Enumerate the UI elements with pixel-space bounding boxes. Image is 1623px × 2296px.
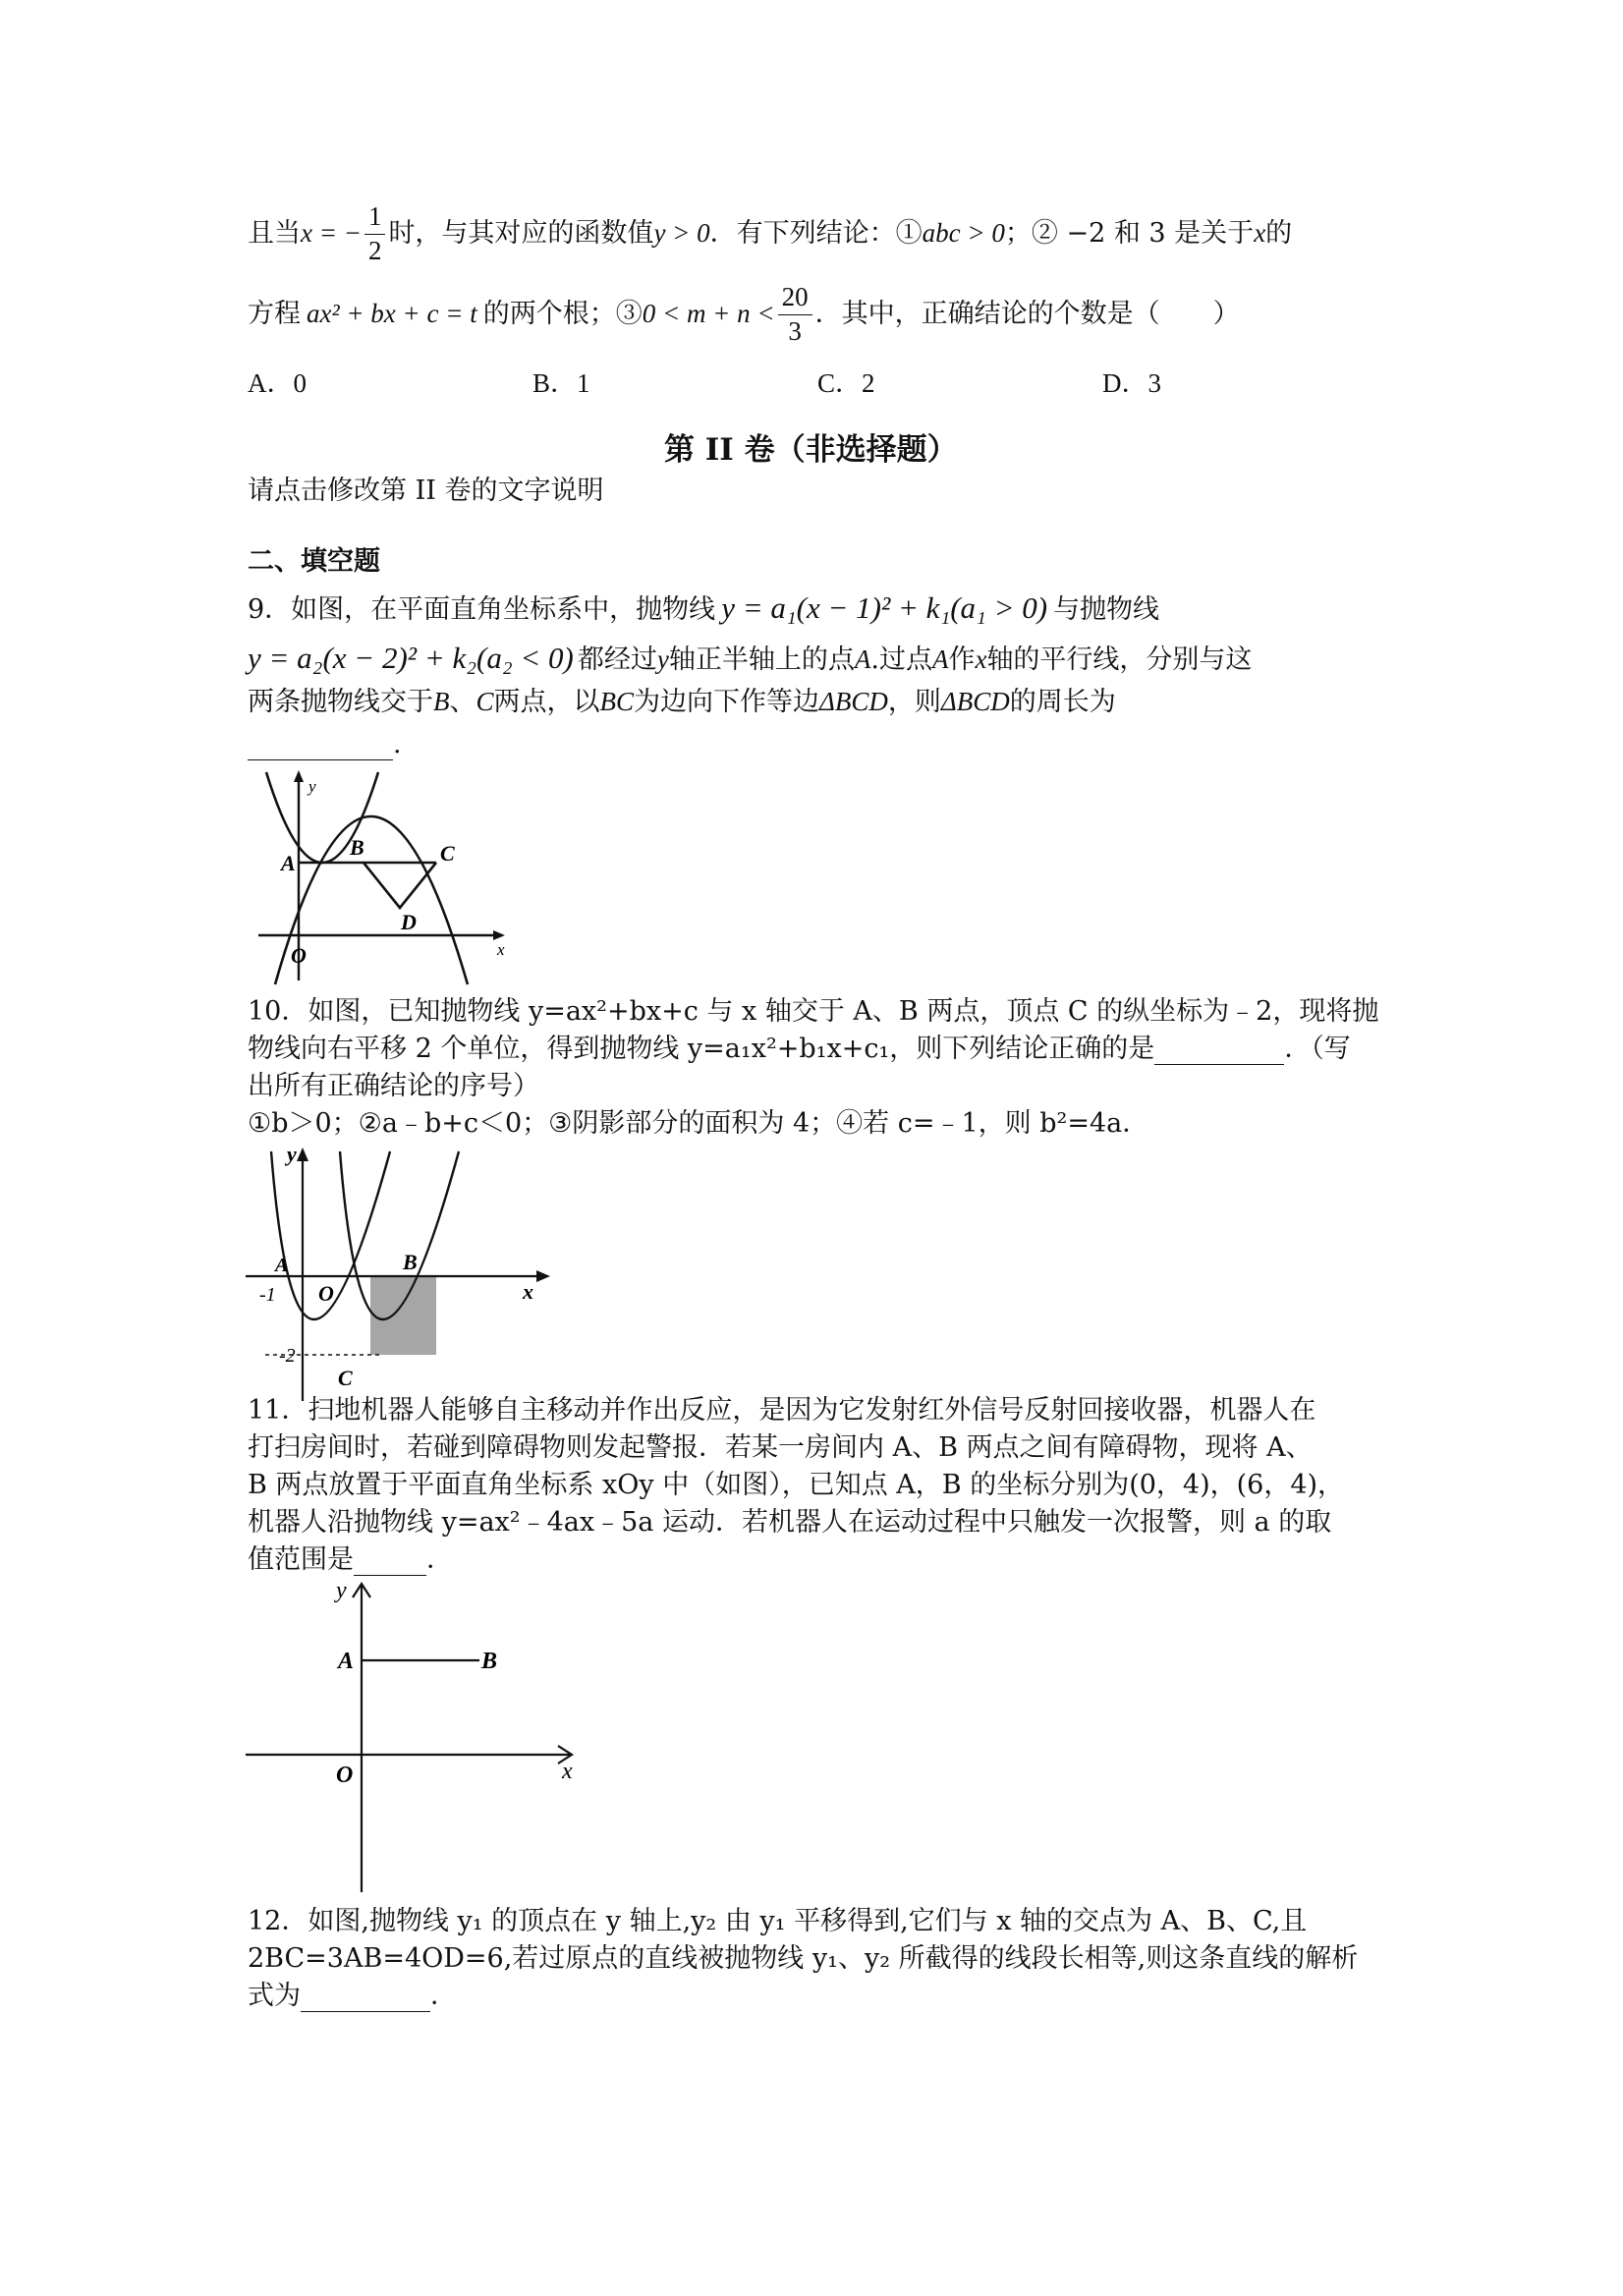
q8-condition-x: x = −: [301, 217, 362, 248]
q12-line-2: 2BC=3AB=4OD=6,若过原点的直线被抛物线 y₁、y₂ 所截得的线段长相等,则这条直线的解析: [248, 1943, 1359, 1974]
label-origin: O: [318, 1281, 334, 1306]
q8-option-a: A．0: [248, 368, 307, 398]
q11-line-5: [248, 1544, 453, 1576]
fraction-numerator: 20: [778, 281, 812, 315]
answer-blank: [248, 734, 393, 760]
tick-label-minus-1: -1: [259, 1284, 276, 1306]
y-axis-arrow-icon: [294, 770, 304, 782]
q9-triangle: ΔBCD: [940, 687, 1010, 716]
q8-text: 的两个根；③: [482, 298, 643, 329]
q10-line-3: 出所有正确结论的序号）: [248, 1071, 539, 1101]
q8-conclusion-1: abc > 0: [922, 217, 1005, 248]
q10-text: ．（写: [1284, 1034, 1351, 1064]
fraction-twenty-thirds: [778, 281, 812, 349]
x-axis-label: x: [497, 940, 505, 959]
x-axis-arrow-icon: [536, 1270, 550, 1282]
fill-in-heading: 二、填空题: [248, 546, 380, 577]
answer-blank: [354, 1549, 426, 1576]
q11-figure: [246, 1576, 589, 1896]
q11-line-1: 11．扫地机器人能够自主移动并作出反应，是因为它发射红外信号反射回接收器，机器人在: [248, 1395, 1316, 1426]
q12-line-1: 12．如图,抛物线 y₁ 的顶点在 y 轴上,y₂ 由 y₁ 平移得到,它们与 x 轴的交点为 A、B、C,且: [248, 1906, 1308, 1936]
label-c: C: [338, 1366, 353, 1390]
q9-text: 9．如图，在平面直角坐标系中，抛物线: [248, 594, 716, 625]
q9-text: 两点，以: [493, 687, 600, 717]
q11-text: ．: [426, 1544, 453, 1575]
q8-equation: ax² + bx + c = t: [307, 298, 477, 328]
q8-line-2: [248, 281, 1240, 349]
label-b: B: [403, 1250, 418, 1274]
q9-var: x: [975, 644, 987, 674]
q11-line-4: 机器人沿抛物线 y=ax²﹣4ax﹣5a 运动．若机器人在运动过程中只触发一次报警，则 a 的取: [248, 1507, 1332, 1538]
q8-text: ．其中，正确结论的个数是（ ）: [814, 298, 1240, 329]
label-origin: O: [336, 1763, 354, 1788]
q9-text: 、: [449, 687, 476, 717]
q9-point: C: [476, 687, 494, 716]
label-origin: O: [291, 943, 307, 968]
q10-figure: [246, 1144, 560, 1401]
q10-line-2: [248, 1034, 1351, 1065]
answer-blank: [301, 1986, 430, 2012]
label-a: A: [275, 1255, 289, 1276]
q8-condition-y: y > 0: [653, 217, 710, 248]
q11-line-2: 打扫房间时，若碰到障碍物则发起警报．若某一房间内 A、B 两点之间有障碍物，现将 A、: [248, 1432, 1313, 1463]
section-title: 第 II 卷（非选择题）: [664, 432, 958, 468]
q9-parabola-2: y = a₂(x − 2)² + k₂(a₂ < 0): [248, 641, 574, 675]
label-c: C: [440, 841, 455, 866]
label-b: B: [481, 1649, 498, 1674]
label-a: A: [281, 851, 296, 875]
q9-var: y: [656, 644, 669, 674]
y-axis-label: y: [308, 777, 316, 796]
q12-text: 式为: [248, 1981, 301, 2011]
label-a: A: [338, 1649, 355, 1674]
fraction-numerator: 1: [364, 200, 386, 235]
q8-option-b: B．1: [532, 368, 590, 398]
q8-option-d: D．3: [1102, 368, 1161, 398]
q9-point: B: [433, 687, 450, 716]
y-axis-label: y: [287, 1144, 297, 1166]
q8-text: ；② −2 和 3 是关于: [1004, 217, 1255, 249]
q8-text: 方程: [248, 298, 301, 329]
q10-line-4: ①b＞0；②a﹣b+c＜0；③阴影部分的面积为 4；④若 c=﹣1，则 b²=4a．: [248, 1108, 1149, 1139]
q10-text: 物线向右平移 2 个单位，得到抛物线 y=a₁x²+b₁x+c₁，则下列结论正确的是: [248, 1034, 1155, 1064]
y-axis-label: y: [336, 1578, 347, 1603]
q8-text: 且当: [248, 217, 301, 249]
q9-text: .过点: [870, 644, 932, 675]
q9-line-3: [248, 686, 1116, 718]
q9-segment: BC: [599, 687, 635, 716]
y-axis-arrow-icon: [297, 1148, 308, 1161]
q9-line-2: [248, 640, 1252, 676]
q9-point: A: [854, 644, 871, 674]
q8-inequality: 0 < m + n <: [642, 298, 775, 328]
fraction-one-half: [364, 200, 386, 268]
q9-text: 的周长为: [1009, 687, 1116, 717]
q9-text: 都经过: [577, 644, 657, 675]
q9-text: 作: [948, 644, 976, 675]
q11-text: 值范围是: [248, 1544, 354, 1575]
q9-text: 轴正半轴上的点: [668, 644, 855, 675]
answer-blank: [1154, 1038, 1284, 1065]
q9-text: 两条抛物线交于: [248, 687, 433, 717]
label-b: B: [350, 835, 364, 860]
q12-text: ．: [430, 1981, 457, 2011]
q9-figure: [253, 766, 521, 987]
q8-line-1: [248, 200, 1292, 268]
q8-option-c: C．2: [817, 368, 875, 398]
q12-line-3: [248, 1981, 457, 2012]
q9-text: 为边向下作等边: [634, 687, 820, 717]
q8-var-x: x: [1254, 217, 1266, 248]
q9-point: A: [931, 644, 949, 674]
tick-label-minus-2: -2: [279, 1345, 296, 1367]
fraction-denominator: 3: [788, 315, 802, 346]
q9-line-4: [248, 729, 402, 760]
q8-text: 时，与其对应的函数值: [388, 217, 654, 249]
q9-triangle: ΔBCD: [819, 687, 888, 716]
q9-text: ，则: [887, 687, 941, 717]
q8-text: ．有下列结论：①: [709, 217, 923, 249]
q9-text: .: [393, 729, 402, 759]
x-axis-label: x: [523, 1279, 533, 1304]
q10-line-1: 10．如图，已知抛物线 y=ax²+bx+c 与 x 轴交于 A、B 两点，顶点 C 的纵坐标为﹣2，现将抛: [248, 996, 1379, 1027]
label-d: D: [401, 910, 417, 934]
q11-line-3: B 两点放置于平面直角坐标系 xOy 中（如图），已知点 A，B 的坐标分别为(0，4)，(6，4)，: [248, 1470, 1345, 1500]
q9-text: 与抛物线: [1053, 594, 1160, 625]
q9-line-1: [248, 589, 1159, 626]
section-note: 请点击修改第 II 卷的文字说明: [248, 476, 604, 506]
fraction-denominator: 2: [367, 235, 382, 265]
q9-parabola-1: y = a₁(x − 1)² + k₁(a₁ > 0): [721, 590, 1048, 625]
x-axis-arrow-icon: [493, 930, 505, 940]
q9-text: 轴的平行线，分别与这: [986, 644, 1253, 675]
q8-text: 的: [1265, 217, 1293, 249]
x-axis-label: x: [562, 1759, 573, 1784]
